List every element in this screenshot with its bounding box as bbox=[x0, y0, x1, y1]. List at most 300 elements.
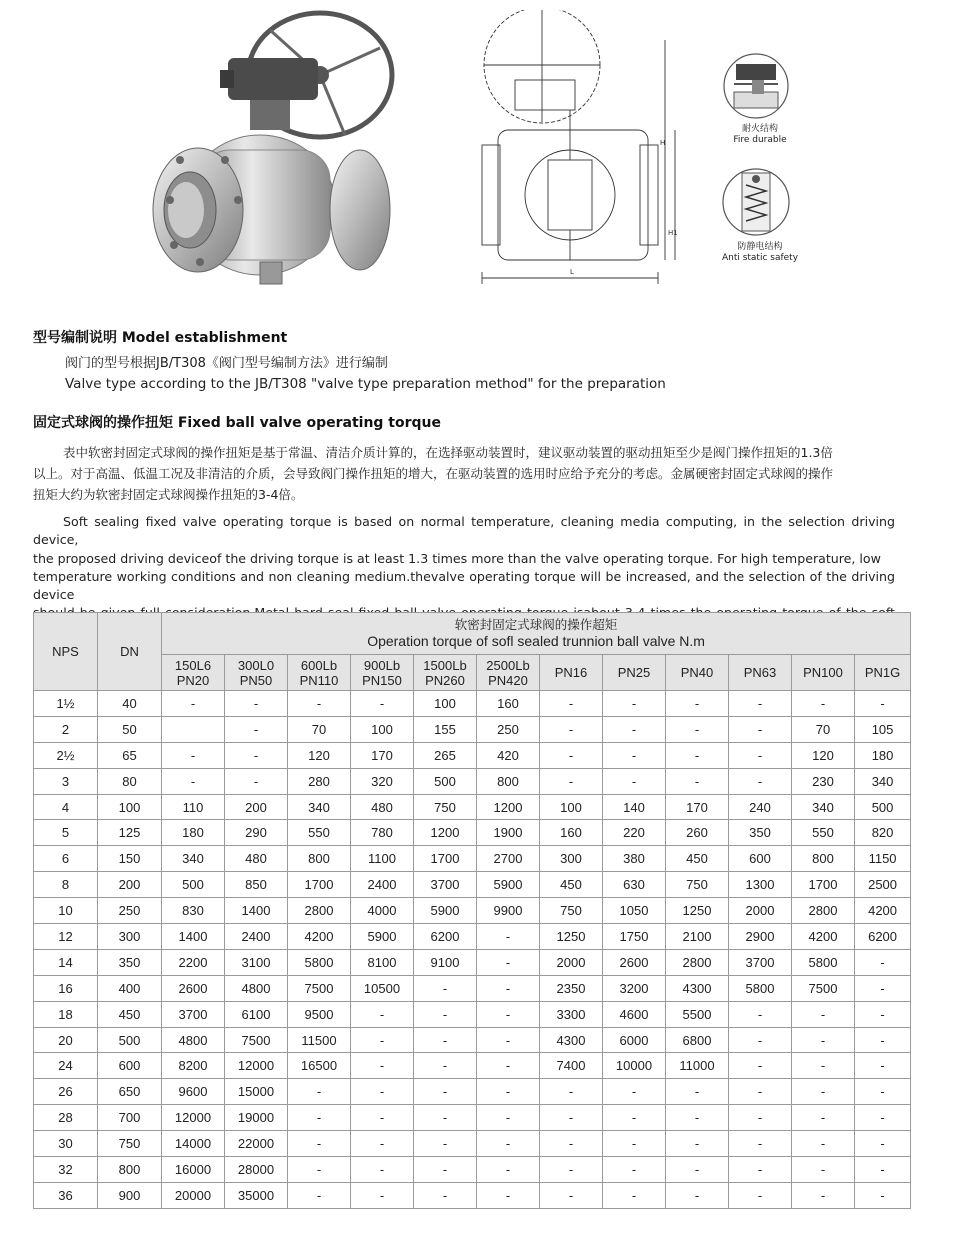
torque-cell: 1700 bbox=[288, 872, 351, 898]
dn-cell: 400 bbox=[98, 975, 162, 1001]
nps-cell: 28 bbox=[34, 1105, 98, 1131]
torque-cell: - bbox=[477, 1053, 540, 1079]
torque-cell: - bbox=[729, 1079, 792, 1105]
torque-cell: 240 bbox=[729, 794, 792, 820]
torque-cell: 6000 bbox=[603, 1027, 666, 1053]
nps-cell: 14 bbox=[34, 949, 98, 975]
dn-cell: 150 bbox=[98, 846, 162, 872]
torque-cell: 12000 bbox=[225, 1053, 288, 1079]
torque-cell: - bbox=[666, 768, 729, 794]
torque-cell: 2100 bbox=[666, 924, 729, 950]
dn-cell: 900 bbox=[98, 1182, 162, 1208]
torque-cell: - bbox=[288, 1105, 351, 1131]
torque-cell: - bbox=[414, 1027, 477, 1053]
pressure-label: PN420 bbox=[488, 672, 528, 688]
torque-cell: 6100 bbox=[225, 1001, 288, 1027]
torque-cell: 2800 bbox=[288, 898, 351, 924]
torque-cell: - bbox=[855, 1182, 911, 1208]
torque-cell: - bbox=[414, 1079, 477, 1105]
torque-cell: - bbox=[729, 691, 792, 717]
torque-cell: 7400 bbox=[540, 1053, 603, 1079]
torque-cell: - bbox=[288, 691, 351, 717]
torque-cell: 480 bbox=[351, 794, 414, 820]
dn-cell: 800 bbox=[98, 1157, 162, 1183]
table-row bbox=[34, 820, 911, 846]
torque-cell: - bbox=[351, 1105, 414, 1131]
table-row bbox=[34, 872, 911, 898]
torque-cell: 500 bbox=[855, 794, 911, 820]
table-row bbox=[34, 1001, 911, 1027]
torque-cell: - bbox=[792, 1079, 855, 1105]
valve-section-drawing bbox=[470, 10, 685, 295]
torque-cell: 230 bbox=[792, 768, 855, 794]
torque-cell: - bbox=[414, 1053, 477, 1079]
torque-cell: 1750 bbox=[603, 924, 666, 950]
torque-cell: 4800 bbox=[162, 1027, 225, 1053]
torque-cell: 8100 bbox=[351, 949, 414, 975]
dn-cell: 350 bbox=[98, 949, 162, 975]
torque-cell: - bbox=[792, 1001, 855, 1027]
fire-durable-caption: 耐火结构 Fire durable bbox=[733, 124, 787, 145]
nps-cell: 2 bbox=[34, 716, 98, 742]
torque-cell: - bbox=[855, 1001, 911, 1027]
torque-cell: 5900 bbox=[351, 924, 414, 950]
torque-cell: - bbox=[729, 742, 792, 768]
torque-cell: 200 bbox=[225, 794, 288, 820]
torque-cell: 110 bbox=[162, 794, 225, 820]
torque-cell: 170 bbox=[351, 742, 414, 768]
table-row bbox=[34, 794, 911, 820]
torque-cell: 2400 bbox=[351, 872, 414, 898]
rating-column-header bbox=[792, 655, 855, 691]
torque-cell: 120 bbox=[792, 742, 855, 768]
torque-cell: - bbox=[540, 1182, 603, 1208]
torque-cell: - bbox=[792, 1027, 855, 1053]
torque-cell: - bbox=[540, 691, 603, 717]
nps-cell: 36 bbox=[34, 1182, 98, 1208]
rating-column-header bbox=[351, 655, 414, 691]
table-row bbox=[34, 846, 911, 872]
torque-cell: 4200 bbox=[288, 924, 351, 950]
table-row bbox=[34, 1182, 911, 1208]
torque-cell: 5800 bbox=[792, 949, 855, 975]
torque-cell: 6800 bbox=[666, 1027, 729, 1053]
torque-cell: - bbox=[855, 1157, 911, 1183]
nps-cell: 8 bbox=[34, 872, 98, 898]
torque-cell: 105 bbox=[855, 716, 911, 742]
torque-cell: - bbox=[225, 716, 288, 742]
torque-cell: - bbox=[477, 1157, 540, 1183]
rating-column-header bbox=[603, 655, 666, 691]
torque-cell: - bbox=[540, 1131, 603, 1157]
pressure-label: PN150 bbox=[362, 672, 402, 688]
torque-cell: - bbox=[792, 1053, 855, 1079]
torque-cell: - bbox=[666, 742, 729, 768]
rating-label: 300L0 bbox=[237, 657, 275, 673]
torque-cell: 3100 bbox=[225, 949, 288, 975]
torque-cell: 16500 bbox=[288, 1053, 351, 1079]
torque-cell: - bbox=[855, 691, 911, 717]
torque-en-line: temperature working conditions and non cleaning medium.thevalve operating torque will be increased, and the selection of the driving device bbox=[33, 568, 895, 603]
torque-cell: 1250 bbox=[666, 898, 729, 924]
rating-label: PN16 bbox=[554, 665, 588, 680]
torque-cell: - bbox=[666, 1079, 729, 1105]
torque-cell: 70 bbox=[792, 716, 855, 742]
nps-cell: 18 bbox=[34, 1001, 98, 1027]
table-row bbox=[34, 924, 911, 950]
fire-durable-detail bbox=[722, 52, 790, 120]
torque-cell: - bbox=[414, 1105, 477, 1131]
pressure-label: PN260 bbox=[425, 672, 465, 688]
torque-cell: 16000 bbox=[162, 1157, 225, 1183]
rating-column-header bbox=[666, 655, 729, 691]
torque-cell: 7500 bbox=[288, 975, 351, 1001]
table-row bbox=[34, 975, 911, 1001]
rating-column-header bbox=[225, 655, 288, 691]
torque-cell: 160 bbox=[540, 820, 603, 846]
torque-cell: - bbox=[855, 1105, 911, 1131]
torque-cell: 800 bbox=[792, 846, 855, 872]
torque-cell: - bbox=[792, 1182, 855, 1208]
nps-cell: 4 bbox=[34, 794, 98, 820]
torque-cell: 7500 bbox=[225, 1027, 288, 1053]
nps-cell: 26 bbox=[34, 1079, 98, 1105]
nps-cell: 10 bbox=[34, 898, 98, 924]
anti-static-detail bbox=[722, 165, 790, 239]
torque-cell: - bbox=[729, 1182, 792, 1208]
torque-cell: 4200 bbox=[792, 924, 855, 950]
torque-cell: 550 bbox=[792, 820, 855, 846]
model-heading: 型号编制说明 Model establishment bbox=[33, 330, 288, 346]
torque-cell: 800 bbox=[477, 768, 540, 794]
torque-cell: 280 bbox=[288, 768, 351, 794]
nps-cell: 1½ bbox=[34, 691, 98, 717]
table-row bbox=[34, 1053, 911, 1079]
torque-cell: - bbox=[666, 1157, 729, 1183]
torque-cell: 140 bbox=[603, 794, 666, 820]
torque-cell: - bbox=[855, 1053, 911, 1079]
torque-cell: - bbox=[540, 768, 603, 794]
torque-cell: - bbox=[162, 768, 225, 794]
torque-cell: 2200 bbox=[162, 949, 225, 975]
torque-cell: 550 bbox=[288, 820, 351, 846]
torque-cell: - bbox=[603, 1182, 666, 1208]
torque-cell: 9100 bbox=[414, 949, 477, 975]
torque-cell: 5900 bbox=[414, 898, 477, 924]
torque-cell: - bbox=[540, 1079, 603, 1105]
dn-cell: 125 bbox=[98, 820, 162, 846]
dn-header: DN bbox=[98, 613, 162, 691]
nps-cell: 6 bbox=[34, 846, 98, 872]
torque-cell: 800 bbox=[288, 846, 351, 872]
rating-label: 2500Lb bbox=[486, 657, 530, 673]
torque-en-line: Soft sealing fixed valve operating torque is based on normal temperature, cleaning media computing, in the selection driving device, bbox=[33, 514, 895, 548]
torque-cell: - bbox=[603, 716, 666, 742]
torque-cell: - bbox=[288, 1182, 351, 1208]
torque-cell: 290 bbox=[225, 820, 288, 846]
torque-cell: 2800 bbox=[792, 898, 855, 924]
torque-cell: - bbox=[414, 1131, 477, 1157]
model-line-cn: 阀门的型号根据JB/T308《阀门型号编制方法》进行编制 bbox=[65, 356, 388, 371]
torque-cell: - bbox=[855, 1027, 911, 1053]
torque-cell: 260 bbox=[666, 820, 729, 846]
torque-en-line: the proposed driving deviceof the driving torque is at least 1.3 times more than the valve operating torque. For high temperature, low bbox=[33, 550, 881, 566]
torque-cell: 11000 bbox=[666, 1053, 729, 1079]
torque-cell: 4000 bbox=[351, 898, 414, 924]
torque-cell: - bbox=[729, 1131, 792, 1157]
torque-cell: 20000 bbox=[162, 1182, 225, 1208]
torque-cell: - bbox=[729, 768, 792, 794]
torque-cell: 450 bbox=[540, 872, 603, 898]
torque-cell: - bbox=[414, 1182, 477, 1208]
torque-cell: - bbox=[540, 716, 603, 742]
torque-cell: 350 bbox=[729, 820, 792, 846]
torque-cell: - bbox=[477, 1131, 540, 1157]
torque-cell: - bbox=[666, 691, 729, 717]
torque-cell: 10000 bbox=[603, 1053, 666, 1079]
figures-area bbox=[0, 0, 960, 310]
nps-cell: 12 bbox=[34, 924, 98, 950]
rating-column-header bbox=[414, 655, 477, 691]
torque-cell: - bbox=[855, 1079, 911, 1105]
torque-cell: - bbox=[477, 1182, 540, 1208]
torque-cell: - bbox=[288, 1079, 351, 1105]
torque-cell: 4600 bbox=[603, 1001, 666, 1027]
torque-cell: 1200 bbox=[414, 820, 477, 846]
torque-cell: 2400 bbox=[225, 924, 288, 950]
torque-cell: 6200 bbox=[414, 924, 477, 950]
torque-cell: 340 bbox=[162, 846, 225, 872]
torque-cell: 1050 bbox=[603, 898, 666, 924]
torque-cell: - bbox=[477, 975, 540, 1001]
dn-cell: 650 bbox=[98, 1079, 162, 1105]
rating-column-header bbox=[162, 655, 225, 691]
nps-cell: 3 bbox=[34, 768, 98, 794]
dn-cell: 65 bbox=[98, 742, 162, 768]
torque-cell: 5800 bbox=[729, 975, 792, 1001]
torque-cell: - bbox=[477, 1079, 540, 1105]
torque-cell: - bbox=[603, 691, 666, 717]
torque-cell: - bbox=[351, 1079, 414, 1105]
torque-cell: 2600 bbox=[603, 949, 666, 975]
nps-cell: 20 bbox=[34, 1027, 98, 1053]
torque-cell: 5500 bbox=[666, 1001, 729, 1027]
torque-cell: - bbox=[351, 1182, 414, 1208]
rating-label: PN100 bbox=[803, 665, 843, 680]
torque-cell: - bbox=[477, 1105, 540, 1131]
torque-cell: 2000 bbox=[729, 898, 792, 924]
torque-cell: 380 bbox=[603, 846, 666, 872]
torque-cell: 830 bbox=[162, 898, 225, 924]
dn-cell: 300 bbox=[98, 924, 162, 950]
torque-cell: - bbox=[351, 691, 414, 717]
torque-cell: 500 bbox=[414, 768, 477, 794]
torque-cell: 420 bbox=[477, 742, 540, 768]
anti-static-caption: 防静电结构 Anti static safety bbox=[721, 242, 799, 263]
torque-cell: 850 bbox=[225, 872, 288, 898]
torque-cell: - bbox=[603, 1105, 666, 1131]
torque-cell: 3700 bbox=[729, 949, 792, 975]
torque-cell: 100 bbox=[351, 716, 414, 742]
torque-cell: 160 bbox=[477, 691, 540, 717]
torque-cell: - bbox=[162, 742, 225, 768]
torque-cell: - bbox=[414, 1157, 477, 1183]
torque-cell: 1100 bbox=[351, 846, 414, 872]
torque-cell: - bbox=[603, 742, 666, 768]
torque-cell: 12000 bbox=[162, 1105, 225, 1131]
torque-cell: - bbox=[351, 1027, 414, 1053]
torque-cell: 10500 bbox=[351, 975, 414, 1001]
table-row bbox=[34, 716, 911, 742]
svg-text:L: L bbox=[570, 268, 574, 276]
torque-cell: 630 bbox=[603, 872, 666, 898]
torque-cell: 2350 bbox=[540, 975, 603, 1001]
torque-cell: 1700 bbox=[792, 872, 855, 898]
torque-cell: 100 bbox=[540, 794, 603, 820]
dn-cell: 450 bbox=[98, 1001, 162, 1027]
table-row bbox=[34, 949, 911, 975]
nps-cell: 32 bbox=[34, 1157, 98, 1183]
torque-cell: - bbox=[351, 1053, 414, 1079]
torque-cell: 1200 bbox=[477, 794, 540, 820]
torque-cell: 70 bbox=[288, 716, 351, 742]
torque-cell: 4300 bbox=[666, 975, 729, 1001]
dn-cell: 750 bbox=[98, 1131, 162, 1157]
torque-cell: - bbox=[477, 1027, 540, 1053]
torque-cell bbox=[162, 716, 225, 742]
torque-cell: - bbox=[729, 1027, 792, 1053]
torque-cell: 2500 bbox=[855, 872, 911, 898]
torque-cell: - bbox=[540, 1157, 603, 1183]
torque-cell: 1700 bbox=[414, 846, 477, 872]
torque-cell: 2800 bbox=[666, 949, 729, 975]
torque-heading: 固定式球阀的操作扭矩 Fixed ball valve operating torque bbox=[33, 415, 442, 431]
table-caption-en: Operation torque of sofl sealed trunnion ball valve N.m bbox=[367, 633, 705, 649]
dn-cell: 200 bbox=[98, 872, 162, 898]
torque-cell: 19000 bbox=[225, 1105, 288, 1131]
rating-column-header bbox=[477, 655, 540, 691]
torque-cell: 3700 bbox=[162, 1001, 225, 1027]
torque-cell: - bbox=[477, 924, 540, 950]
torque-cell: - bbox=[792, 1131, 855, 1157]
pressure-label: PN50 bbox=[239, 672, 273, 688]
torque-cell: 170 bbox=[666, 794, 729, 820]
table-row bbox=[34, 742, 911, 768]
torque-cell: - bbox=[225, 768, 288, 794]
torque-cell: 750 bbox=[666, 872, 729, 898]
torque-cell: 180 bbox=[162, 820, 225, 846]
torque-cell: 2900 bbox=[729, 924, 792, 950]
torque-cell: 9900 bbox=[477, 898, 540, 924]
torque-cell: 265 bbox=[414, 742, 477, 768]
torque-cell: - bbox=[855, 975, 911, 1001]
torque-cell: 11500 bbox=[288, 1027, 351, 1053]
torque-cell: 3200 bbox=[603, 975, 666, 1001]
torque-cell: 15000 bbox=[225, 1079, 288, 1105]
nps-header: NPS bbox=[34, 613, 98, 691]
torque-cell: - bbox=[540, 742, 603, 768]
torque-cell: 6200 bbox=[855, 924, 911, 950]
torque-cell: 750 bbox=[414, 794, 477, 820]
torque-cell: 480 bbox=[225, 846, 288, 872]
dn-cell: 600 bbox=[98, 1053, 162, 1079]
torque-cell: 35000 bbox=[225, 1182, 288, 1208]
torque-cell: 2000 bbox=[540, 949, 603, 975]
svg-text:H: H bbox=[660, 139, 666, 147]
torque-cell: 28000 bbox=[225, 1157, 288, 1183]
dn-cell: 80 bbox=[98, 768, 162, 794]
torque-cell: - bbox=[603, 1079, 666, 1105]
dn-cell: 500 bbox=[98, 1027, 162, 1053]
torque-cell: 1300 bbox=[729, 872, 792, 898]
dn-cell: 250 bbox=[98, 898, 162, 924]
torque-cell: - bbox=[477, 1001, 540, 1027]
nps-cell: 2½ bbox=[34, 742, 98, 768]
torque-cell: 340 bbox=[855, 768, 911, 794]
torque-cell: 450 bbox=[666, 846, 729, 872]
torque-cell: 1900 bbox=[477, 820, 540, 846]
table-row bbox=[34, 1157, 911, 1183]
torque-cell: 8200 bbox=[162, 1053, 225, 1079]
torque-cell: - bbox=[792, 691, 855, 717]
torque-cell: 14000 bbox=[162, 1131, 225, 1157]
torque-cell: 5800 bbox=[288, 949, 351, 975]
torque-cell: - bbox=[414, 1001, 477, 1027]
dn-cell: 40 bbox=[98, 691, 162, 717]
dn-cell: 100 bbox=[98, 794, 162, 820]
torque-cell: 820 bbox=[855, 820, 911, 846]
torque-cell: 2700 bbox=[477, 846, 540, 872]
torque-cell: 220 bbox=[603, 820, 666, 846]
rating-column-header bbox=[288, 655, 351, 691]
torque-cell: 4200 bbox=[855, 898, 911, 924]
torque-cell: 100 bbox=[414, 691, 477, 717]
rating-column-header bbox=[855, 655, 911, 691]
rating-label: 900Lb bbox=[363, 657, 401, 673]
rating-label: 600Lb bbox=[300, 657, 338, 673]
torque-cell: - bbox=[603, 1157, 666, 1183]
torque-cell: 250 bbox=[477, 716, 540, 742]
nps-cell: 30 bbox=[34, 1131, 98, 1157]
ball-valve-photo bbox=[140, 0, 400, 290]
torque-cell: - bbox=[288, 1131, 351, 1157]
torque-cell: 4300 bbox=[540, 1027, 603, 1053]
torque-cell: 300 bbox=[540, 846, 603, 872]
torque-cn-line: 以上。对于高温、低温工况及非清洁的介质，会导致阀门操作扭矩的增大，在驱动装置的选用时应给予充分的考虑。金属硬密封固定式球阀的操作 bbox=[33, 466, 834, 481]
torque-cell: 1400 bbox=[162, 924, 225, 950]
torque-cell: - bbox=[855, 949, 911, 975]
dn-cell: 50 bbox=[98, 716, 162, 742]
torque-cell: - bbox=[351, 1001, 414, 1027]
table-row bbox=[34, 1131, 911, 1157]
table-caption-cn: 软密封固定式球阀的操作超矩 bbox=[454, 618, 618, 632]
torque-cell: 9600 bbox=[162, 1079, 225, 1105]
table-caption bbox=[162, 613, 911, 655]
torque-cell: 4800 bbox=[225, 975, 288, 1001]
torque-cell: - bbox=[351, 1157, 414, 1183]
table-row bbox=[34, 1079, 911, 1105]
torque-cell: 180 bbox=[855, 742, 911, 768]
rating-column-header bbox=[540, 655, 603, 691]
torque-cell: - bbox=[729, 1157, 792, 1183]
torque-cell: - bbox=[855, 1131, 911, 1157]
torque-cell: - bbox=[351, 1131, 414, 1157]
torque-table bbox=[33, 612, 911, 1209]
torque-cell: 120 bbox=[288, 742, 351, 768]
torque-cell: - bbox=[540, 1105, 603, 1131]
torque-cell: 22000 bbox=[225, 1131, 288, 1157]
torque-cell: - bbox=[729, 1053, 792, 1079]
